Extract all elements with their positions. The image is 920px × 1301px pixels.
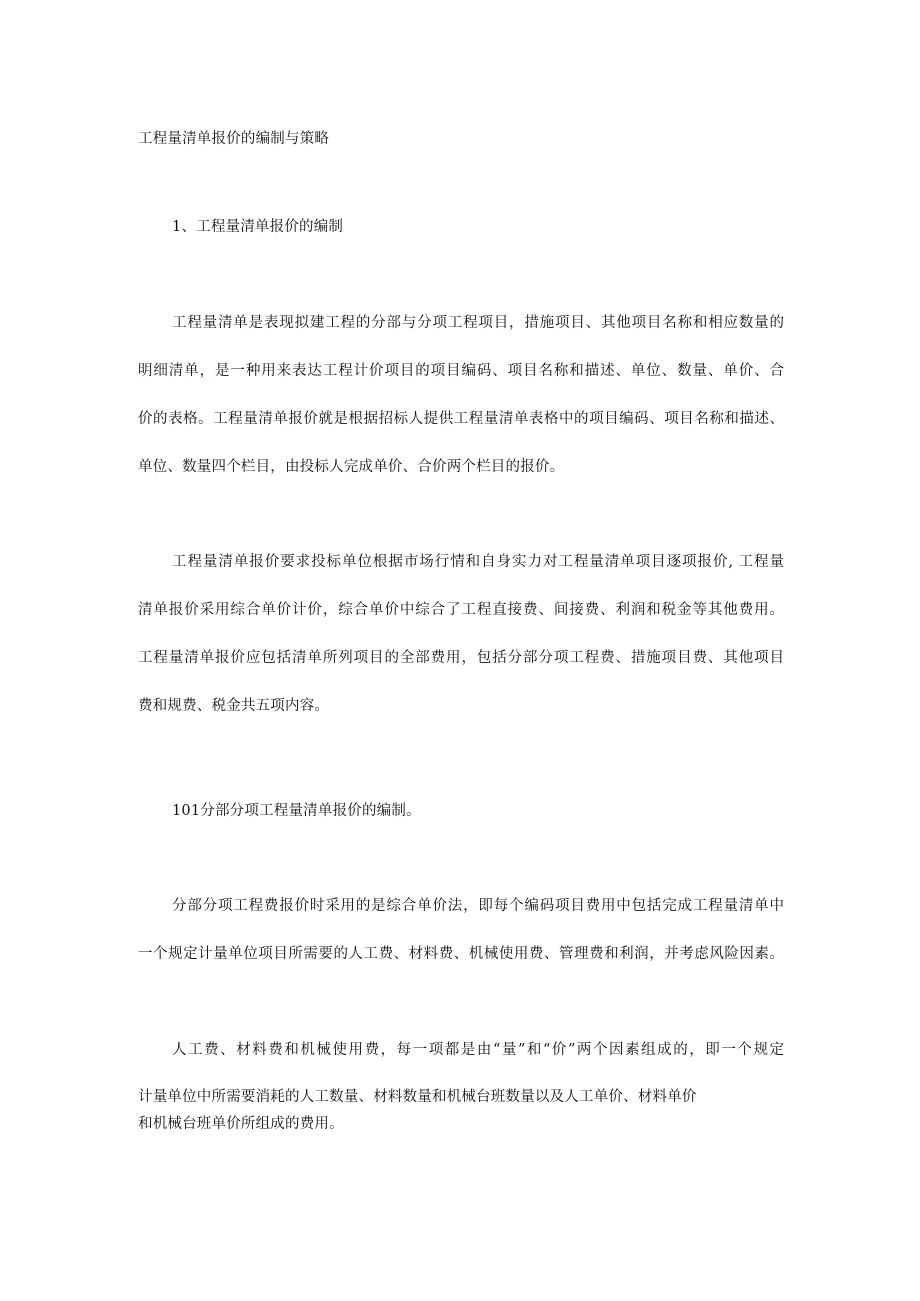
paragraph-line: 工程量清单是表现拟建工程的分部与分项工程项目，措施项目、其他项目名称和相应数量的 (172, 315, 784, 331)
subsection-heading: 101分部分项工程量清单报价的编制。 (172, 803, 421, 819)
paragraph-line: 计量单位中所需要消耗的人工数量、材料数量和机械台班数量以及人工单价、材料单价 (138, 1089, 697, 1105)
paragraph-line: 人工费、材料费和机械使用费，每一项都是由“量”和“价”两个因素组成的，即一个规定 (172, 1042, 784, 1058)
paragraph-line: 工程量清单报价应包括清单所列项目的全部费用，包括分部分项工程费、措施项目费、其他项目 (138, 650, 784, 666)
document-title: 工程量清单报价的编制与策略 (138, 131, 330, 147)
paragraph-line: 明细清单，是一种用来表达工程计价项目的项目编码、项目名称和描述、单位、数量、单价、合 (138, 363, 784, 379)
paragraph-line: 单位、数量四个栏目，由投标人完成单价、合价两个栏目的报价。 (138, 459, 565, 475)
paragraph-line: 价的表格。工程量清单报价就是根据招标人提供工程量清单表格中的项目编码、项目名称和描述、 (138, 411, 784, 427)
paragraph-line: 分部分项工程费报价时采用的是综合单价法，即每个编码项目费用中包括完成工程量清单中 (172, 898, 784, 914)
paragraph-line: 一个规定计量单位项目所需要的人工费、材料费、机械使用费、管理费和利润，并考虑风险因素。 (138, 946, 784, 962)
paragraph-line: 和机械台班单价所组成的费用。 (138, 1116, 344, 1132)
paragraph-line: 清单报价采用综合单价计价，综合单价中综合了工程直接费、间接费、利润和税金等其他费用。 (138, 602, 784, 618)
section-heading: 1、工程量清单报价的编制 (172, 219, 344, 235)
paragraph-line: 费和规费、税金共五项内容。 (138, 698, 330, 714)
paragraph-line: 工程量清单报价要求投标单位根据市场行情和自身实力对工程量清单项目逐项报价, 工程量 (172, 554, 784, 570)
